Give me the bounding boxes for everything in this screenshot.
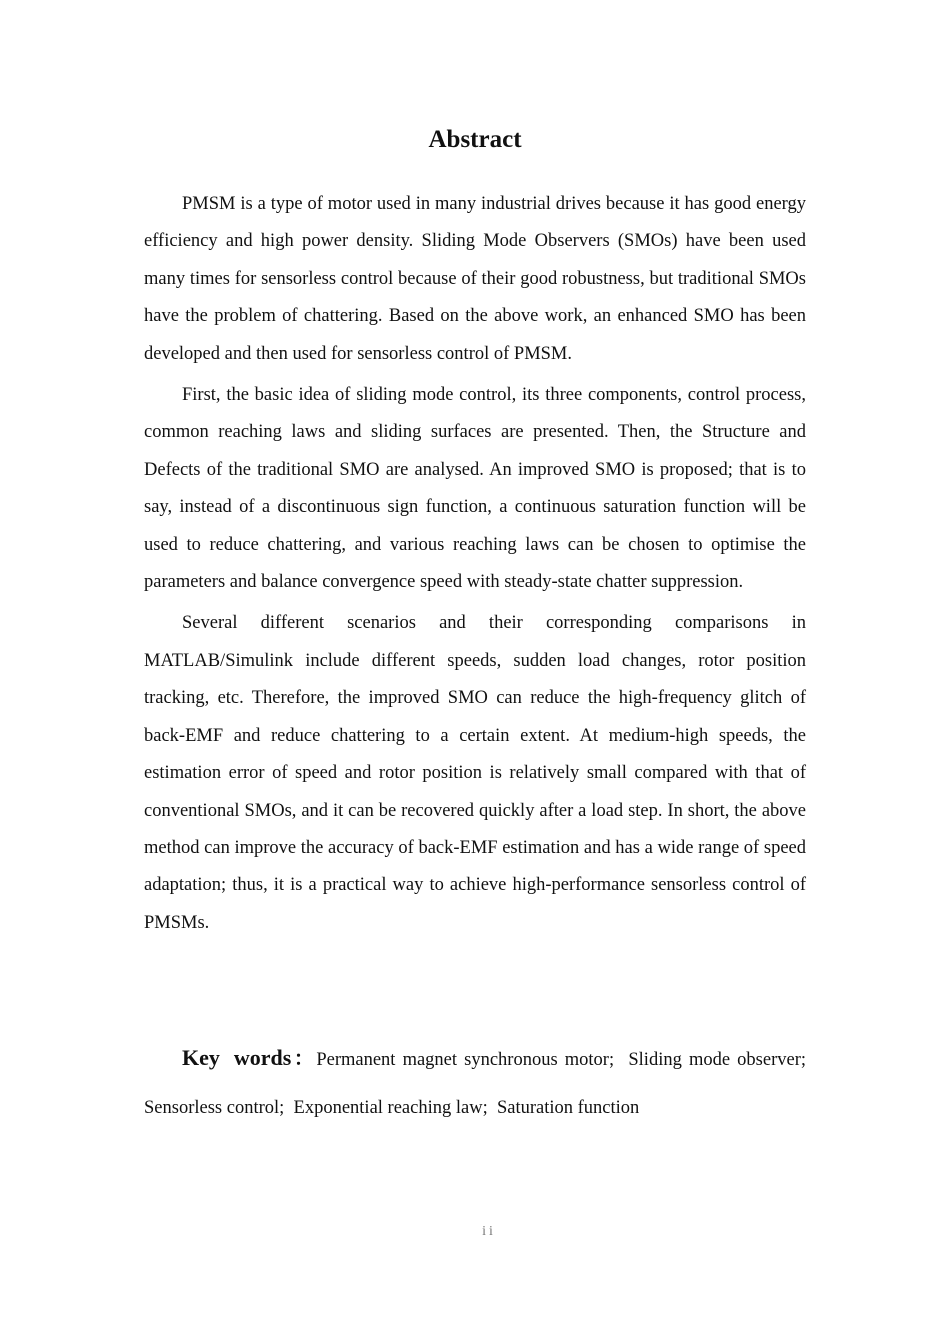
page-number: ii	[482, 1224, 496, 1239]
keyword-item: Permanent magnet synchronous motor;	[316, 1050, 615, 1070]
abstract-paragraph: PMSM is a type of motor used in many industrial drives because it has good energy efficiency and high power density. Sliding Mode Observers (SMOs) have been used many times for sensorless control because of their good robustness, but traditional SMOs have the problem of chattering. Based on the above work, an enhanced SMO has been developed and then used for sensorless control of PMSM.	[144, 194, 806, 364]
abstract-body	[144, 186, 806, 946]
keywords-section	[144, 1034, 806, 1132]
keyword-item: Saturation function	[496, 1098, 640, 1118]
keywords-label: Key words	[182, 1045, 292, 1070]
page-title: Abstract	[428, 126, 522, 153]
keywords-separator: ：	[291, 1048, 317, 1070]
keyword-item: Sliding mode observer;	[628, 1050, 807, 1070]
keyword-item: Sensorless control;	[144, 1098, 285, 1118]
abstract-paragraph: First, the basic idea of sliding mode control, its three components, control process, common reaching laws and sliding surfaces are presented. Then, the Structure and Defects of the traditional SMO are analysed. An improved SMO is proposed; that is to say, instead of a discontinuous sign function, a continuous saturation function will be used to reduce chattering, and various reaching laws can be chosen to optimise the parameters and balance convergence speed with steady-state chatter suppression.	[144, 385, 806, 593]
keyword-item: Exponential reaching law;	[293, 1098, 488, 1118]
abstract-paragraph: Several different scenarios and their corresponding comparisons in MATLAB/Simulink include different speeds, sudden load changes, rotor position tracking, etc. Therefore, the improved SMO can reduce the high-frequency glitch of back-EMF and reduce chattering to a certain extent. At medium-high speeds, the estimation error of speed and rotor position is relatively small compared with that of conventional SMOs, and it can be recovered quickly after a load step. In short, the above method can improve the accuracy of back-EMF estimation and has a wide range of speed adaptation; thus, it is a practical way to achieve high-performance sensorless control of PMSMs.	[144, 613, 806, 933]
